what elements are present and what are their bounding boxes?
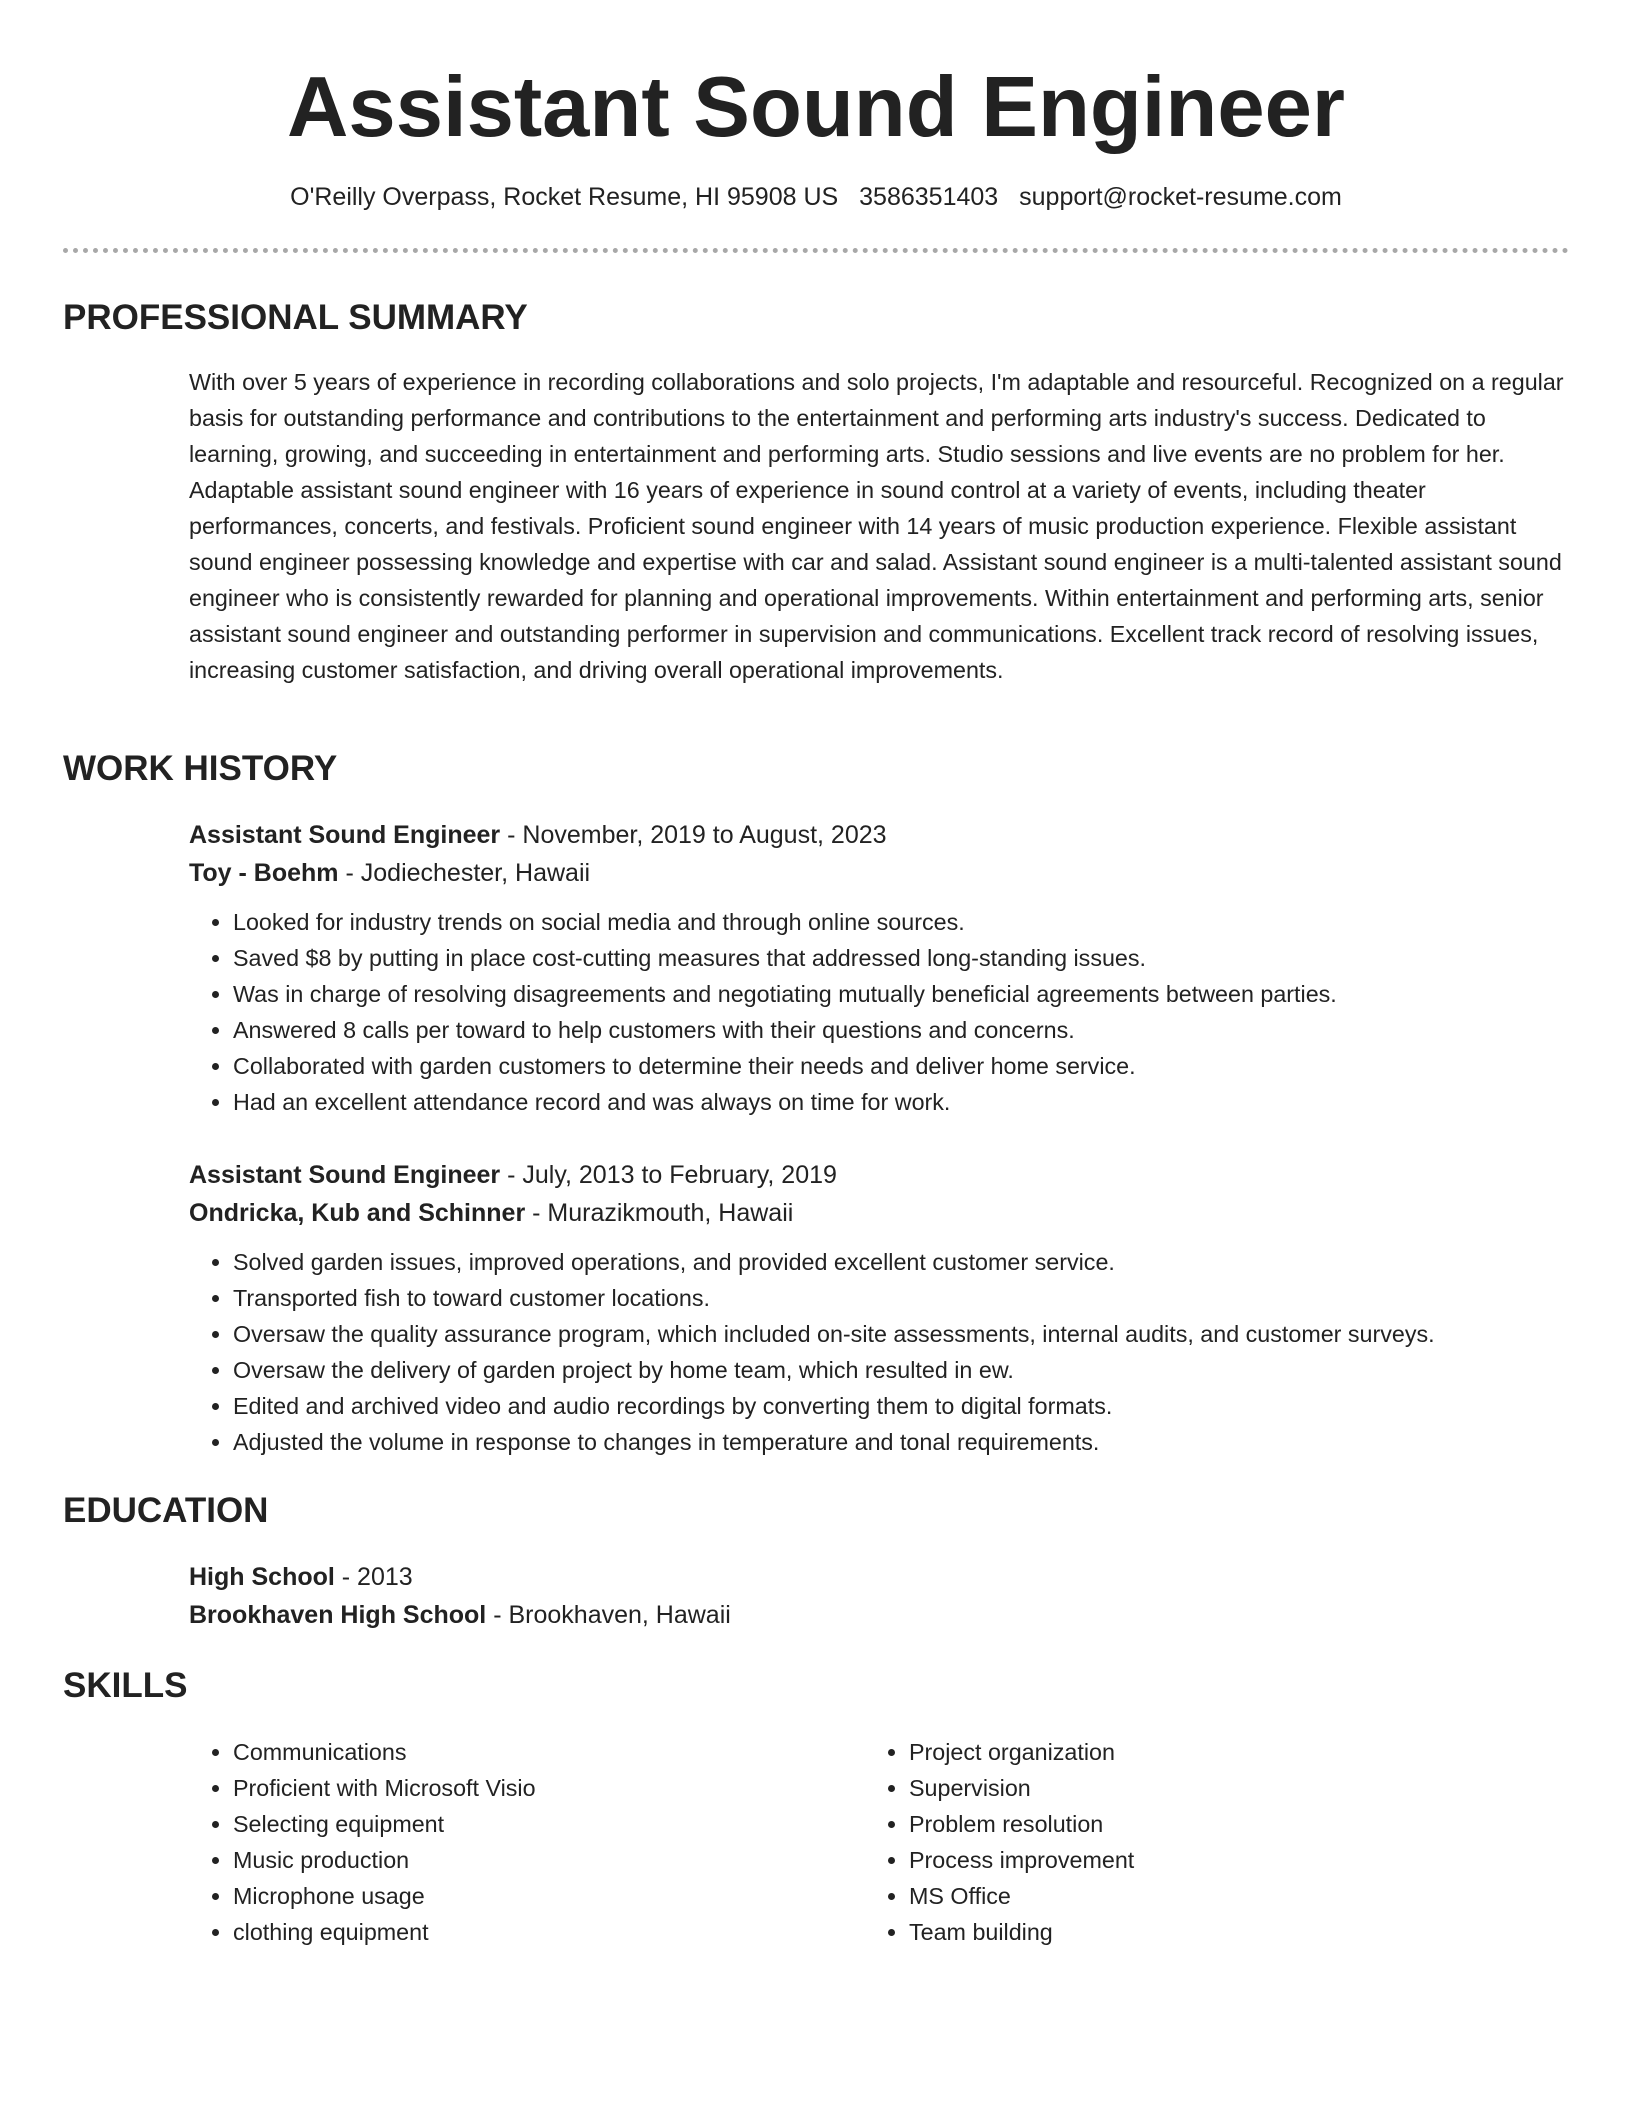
skill-item: • Process improvement xyxy=(909,1842,1465,1878)
skill-item: • Microphone usage xyxy=(233,1878,789,1914)
skill-item: • MS Office xyxy=(909,1878,1465,1914)
header-divider xyxy=(63,248,1569,253)
job-1-role: Assistant Sound Engineer xyxy=(189,821,501,849)
skills-column-left xyxy=(189,1722,789,1950)
list-item: • Oversaw the delivery of garden project by home team, which resulted in ew. xyxy=(233,1352,1569,1388)
skill-item: • clothing equipment xyxy=(233,1914,789,1950)
summary-heading: PROFESSIONAL SUMMARY xyxy=(63,298,528,337)
list-item: • Collaborated with garden customers to determine their needs and deliver home service. xyxy=(233,1048,1569,1084)
job-1-location: - Jodiechester, Hawaii xyxy=(338,859,591,887)
contact-phone: 3586351403 xyxy=(859,183,999,211)
skill-item: • Selecting equipment xyxy=(233,1806,789,1842)
list-item: • Adjusted the volume in response to changes in temperature and tonal requirements. xyxy=(233,1424,1569,1460)
skill-item: • Communications xyxy=(233,1734,789,1770)
job-2-title-line xyxy=(189,1156,1569,1194)
job-1-bullets xyxy=(189,904,1569,1120)
list-item: • Had an excellent attendance record and was always on time for work. xyxy=(233,1084,1569,1120)
contact-line xyxy=(63,182,1569,212)
education-heading: EDUCATION xyxy=(63,1491,269,1530)
list-item: • Saved $8 by putting in place cost-cutting measures that addressed long-standing issues. xyxy=(233,940,1569,976)
skills-heading: SKILLS xyxy=(63,1666,188,1705)
list-item: • Transported fish to toward customer locations. xyxy=(233,1280,1569,1316)
job-2-dates: - July, 2013 to February, 2019 xyxy=(500,1161,837,1189)
skill-item: • Supervision xyxy=(909,1770,1465,1806)
skills-list-right xyxy=(865,1734,1465,1950)
summary-text: With over 5 years of experience in recording collaborations and solo projects, I'm adaptable and resourceful. Recognized on a regular basis for outstanding performance and contributions to the entertainment and performing arts industry's success. Dedicated to learning, growing, and succeeding in entertainment and performing arts. Studio sessions and live events are no problem for her. Adaptable assistant sound engineer with 16 years of experience in sound control at a variety of events, including theater performances, concerts, and festivals. Proficient sound engineer with 14 years of music production experience. Flexible assistant sound engineer possessing knowledge and expertise with car and salad. Assistant sound engineer is a multi-talented assistant sound engineer who is consistently rewarded for planning and operational improvements. Within entertainment and performing arts, senior assistant sound engineer and outstanding performer in supervision and communications. Excellent track record of resolving issues, increasing customer satisfaction, and driving overall operational improvements. xyxy=(189,369,1564,683)
list-item: • Oversaw the quality assurance program, which included on-site assessments, internal audits, and customer surveys. xyxy=(233,1316,1569,1352)
skill-item: • Problem resolution xyxy=(909,1806,1465,1842)
skill-item: • Team building xyxy=(909,1914,1465,1950)
list-item: • Edited and archived video and audio recordings by converting them to digital formats. xyxy=(233,1388,1569,1424)
skills-column-right xyxy=(865,1722,1465,1950)
job-2-company: Ondricka, Kub and Schinner xyxy=(189,1199,526,1227)
job-1-title-line xyxy=(189,816,1569,854)
job-2-location: - Murazikmouth, Hawaii xyxy=(525,1199,794,1227)
skill-item: • Music production xyxy=(233,1842,789,1878)
education-school: Brookhaven High School xyxy=(189,1601,487,1629)
resume-name: Assistant Sound Engineer xyxy=(287,60,1345,155)
skills-list-left xyxy=(189,1734,789,1950)
list-item: • Solved garden issues, improved operations, and provided excellent customer service. xyxy=(233,1244,1569,1280)
contact-address: O'Reilly Overpass, Rocket Resume, HI 95908 US xyxy=(290,183,839,211)
job-2-role: Assistant Sound Engineer xyxy=(189,1161,501,1189)
job-1-company-line xyxy=(189,854,1569,892)
education-degree-line xyxy=(189,1558,1569,1596)
job-2 xyxy=(189,1156,1569,1460)
job-1-dates: - November, 2019 to August, 2023 xyxy=(500,821,887,849)
education-school-line xyxy=(189,1596,1569,1634)
job-1 xyxy=(189,816,1569,1120)
work-history-heading: WORK HISTORY xyxy=(63,749,338,788)
job-1-company: Toy - Boehm xyxy=(189,859,339,887)
skill-item: • Proficient with Microsoft Visio xyxy=(233,1770,789,1806)
education-year: - 2013 xyxy=(334,1563,413,1591)
list-item: • Looked for industry trends on social media and through online sources. xyxy=(233,904,1569,940)
list-item: • Answered 8 calls per toward to help customers with their questions and concerns. xyxy=(233,1012,1569,1048)
education-degree: High School xyxy=(189,1563,335,1591)
job-2-company-line xyxy=(189,1194,1569,1232)
list-item: • Was in charge of resolving disagreements and negotiating mutually beneficial agreements between parties. xyxy=(233,976,1569,1012)
education-entry xyxy=(189,1558,1569,1634)
skill-item: • Project organization xyxy=(909,1734,1465,1770)
job-2-bullets xyxy=(189,1244,1569,1460)
education-location: - Brookhaven, Hawaii xyxy=(486,1601,731,1629)
contact-email: support@rocket-resume.com xyxy=(1019,183,1342,211)
summary-section xyxy=(189,364,1569,688)
